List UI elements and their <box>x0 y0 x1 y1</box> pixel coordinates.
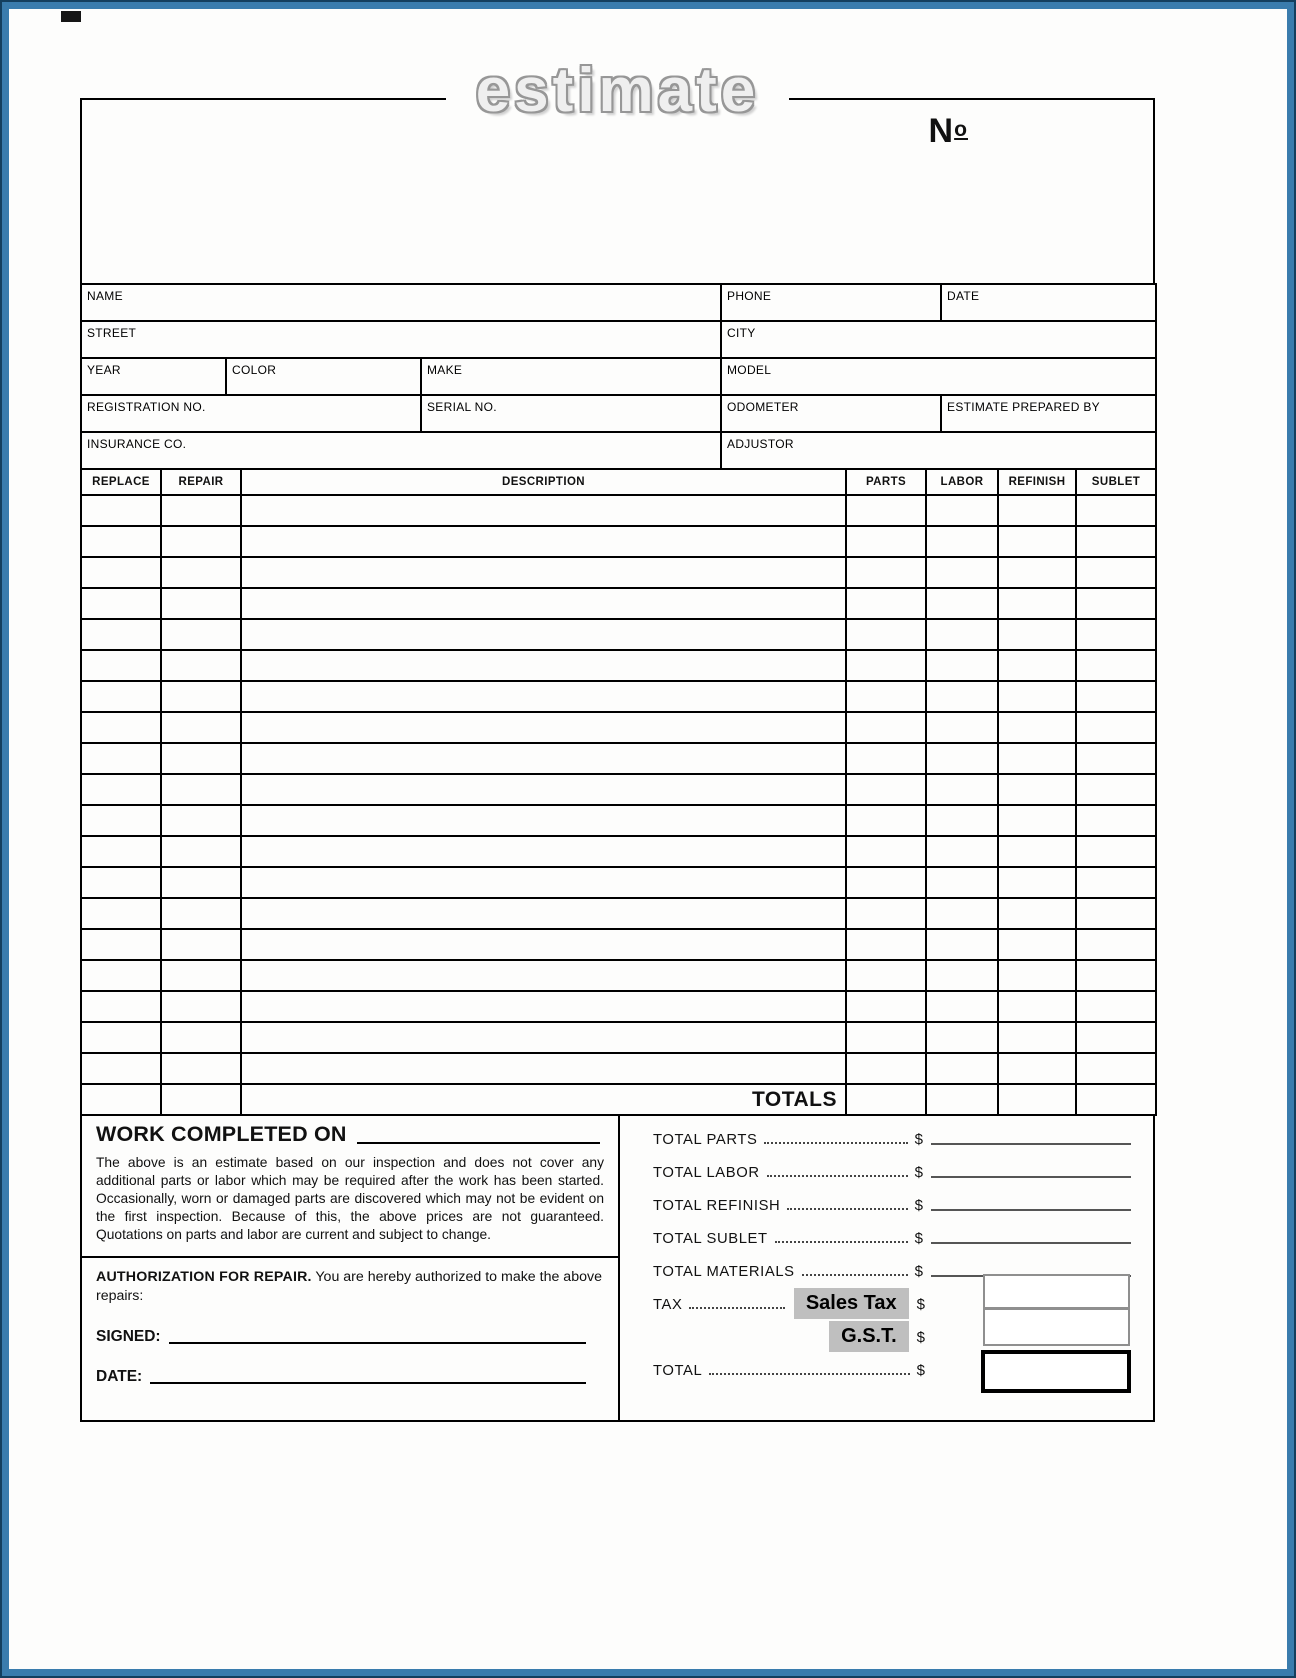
table-row <box>81 557 1156 588</box>
cell-repair[interactable] <box>161 867 241 898</box>
cell-replace[interactable] <box>81 588 161 619</box>
dotted-leader <box>802 1274 908 1276</box>
cell-sublet[interactable] <box>1076 743 1156 774</box>
cell-description[interactable] <box>241 526 846 557</box>
authorization-heading: AUTHORIZATION FOR REPAIR. <box>96 1268 312 1285</box>
table-row <box>81 867 1156 898</box>
signature-line[interactable] <box>169 1342 586 1344</box>
totals-sublet-cell[interactable] <box>1076 1084 1156 1115</box>
cell-sublet[interactable] <box>1076 898 1156 929</box>
field-model[interactable] <box>721 358 1156 395</box>
cell-repair[interactable] <box>161 557 241 588</box>
cell-repair[interactable] <box>161 495 241 526</box>
authorization-text <box>96 1268 604 1306</box>
cell-refinish[interactable] <box>998 681 1076 712</box>
cell-replace[interactable] <box>81 774 161 805</box>
cell-parts[interactable] <box>846 960 926 991</box>
cell-refinish[interactable] <box>998 991 1076 1022</box>
page-frame-inner <box>2 2 1294 1676</box>
cell-labor[interactable] <box>926 960 998 991</box>
cell-replace[interactable] <box>81 960 161 991</box>
totals-row <box>81 1084 1156 1115</box>
cell-parts[interactable] <box>846 1022 926 1053</box>
cell-refinish[interactable] <box>998 1053 1076 1084</box>
total-labor-row <box>653 1153 1131 1186</box>
cell-replace[interactable] <box>81 743 161 774</box>
cell-description[interactable] <box>241 774 846 805</box>
table-row <box>81 681 1156 712</box>
gst-row <box>653 1318 925 1351</box>
table-row <box>81 805 1156 836</box>
field-name[interactable] <box>81 284 721 321</box>
totals-repair-cell <box>161 1084 241 1115</box>
cell-sublet[interactable] <box>1076 557 1156 588</box>
cell-refinish[interactable] <box>998 836 1076 867</box>
cell-sublet[interactable] <box>1076 650 1156 681</box>
cell-refinish[interactable] <box>998 712 1076 743</box>
signed-label: SIGNED: <box>96 1327 161 1345</box>
cell-repair[interactable] <box>161 991 241 1022</box>
cell-replace[interactable] <box>81 681 161 712</box>
field-street[interactable] <box>81 321 721 358</box>
cell-description[interactable] <box>241 929 846 960</box>
field-registration-no[interactable] <box>81 395 421 432</box>
table-row <box>81 526 1156 557</box>
field-model-label: MODEL <box>727 363 772 377</box>
grand-total-row <box>653 1351 925 1384</box>
column-header-sublet: SUBLET <box>1076 469 1156 495</box>
cell-repair[interactable] <box>161 619 241 650</box>
cell-refinish[interactable] <box>998 743 1076 774</box>
cell-sublet[interactable] <box>1076 619 1156 650</box>
cell-parts[interactable] <box>846 836 926 867</box>
cell-description[interactable] <box>241 991 846 1022</box>
work-completed-line[interactable] <box>357 1142 600 1144</box>
field-color-label: COLOR <box>232 363 277 377</box>
total-labor-label: TOTAL LABOR <box>653 1164 760 1181</box>
cell-repair[interactable] <box>161 526 241 557</box>
cell-replace[interactable] <box>81 898 161 929</box>
estimate-table-header-row <box>81 469 1156 495</box>
cell-labor[interactable] <box>926 557 998 588</box>
field-insurance-co-label: INSURANCE CO. <box>87 437 187 451</box>
authorization-body: You are hereby authorized to make the above repairs: <box>96 1268 602 1304</box>
letterhead-box <box>80 56 1155 285</box>
cell-parts[interactable] <box>846 712 926 743</box>
cell-replace[interactable] <box>81 929 161 960</box>
cell-replace[interactable] <box>81 619 161 650</box>
cell-description[interactable] <box>241 898 846 929</box>
field-serial-no-label: SERIAL NO. <box>427 400 497 414</box>
cell-refinish[interactable] <box>998 1022 1076 1053</box>
field-city[interactable] <box>721 321 1156 358</box>
dollar-sign: $ <box>916 1361 925 1379</box>
bottom-section <box>80 1114 1155 1422</box>
table-row <box>81 1053 1156 1084</box>
cell-sublet[interactable] <box>1076 495 1156 526</box>
dollar-sign: $ <box>914 1196 923 1214</box>
total-materials-label: TOTAL MATERIALS <box>653 1263 795 1280</box>
cell-labor[interactable] <box>926 526 998 557</box>
cell-replace[interactable] <box>81 557 161 588</box>
cell-refinish[interactable] <box>998 495 1076 526</box>
column-header-replace: REPLACE <box>81 469 161 495</box>
totals-panel <box>620 1114 1153 1420</box>
cell-sublet[interactable] <box>1076 774 1156 805</box>
cell-refinish[interactable] <box>998 526 1076 557</box>
dollar-sign: $ <box>914 1229 923 1247</box>
cell-parts[interactable] <box>846 929 926 960</box>
cell-labor[interactable] <box>926 681 998 712</box>
cell-description[interactable] <box>241 495 846 526</box>
column-header-labor: LABOR <box>926 469 998 495</box>
cell-sublet[interactable] <box>1076 588 1156 619</box>
cell-description[interactable] <box>241 805 846 836</box>
cell-parts[interactable] <box>846 650 926 681</box>
table-row <box>81 836 1156 867</box>
cell-refinish[interactable] <box>998 774 1076 805</box>
cell-replace[interactable] <box>81 495 161 526</box>
cell-refinish[interactable] <box>998 929 1076 960</box>
cell-description[interactable] <box>241 557 846 588</box>
cell-refinish[interactable] <box>998 588 1076 619</box>
table-row <box>81 619 1156 650</box>
cell-parts[interactable] <box>846 681 926 712</box>
cell-repair[interactable] <box>161 836 241 867</box>
cell-parts[interactable] <box>846 898 926 929</box>
total-refinish-label: TOTAL REFINISH <box>653 1197 781 1214</box>
tax-amount-boxes <box>983 1274 1130 1346</box>
cell-sublet[interactable] <box>1076 836 1156 867</box>
field-registration-no-label: REGISTRATION NO. <box>87 400 206 414</box>
cell-repair[interactable] <box>161 681 241 712</box>
cell-parts[interactable] <box>846 588 926 619</box>
totals-replace-cell <box>81 1084 161 1115</box>
grand-total-label: TOTAL <box>653 1362 703 1379</box>
cell-parts[interactable] <box>846 495 926 526</box>
cell-repair[interactable] <box>161 1022 241 1053</box>
field-color[interactable] <box>226 358 421 395</box>
cell-description[interactable] <box>241 867 846 898</box>
total-refinish-amount-line[interactable] <box>931 1209 1131 1211</box>
field-make-label: MAKE <box>427 363 463 377</box>
table-row <box>81 991 1156 1022</box>
field-serial-no[interactable] <box>421 395 721 432</box>
dollar-sign: $ <box>914 1130 923 1148</box>
table-row <box>81 712 1156 743</box>
cell-labor[interactable] <box>926 495 998 526</box>
cell-labor[interactable] <box>926 991 998 1022</box>
totals-refinish-cell[interactable] <box>998 1084 1076 1115</box>
work-completed-panel <box>82 1114 620 1420</box>
cell-repair[interactable] <box>161 1053 241 1084</box>
cell-sublet[interactable] <box>1076 712 1156 743</box>
field-adjustor[interactable] <box>721 432 1156 469</box>
cell-labor[interactable] <box>926 1053 998 1084</box>
table-row <box>81 898 1156 929</box>
cell-labor[interactable] <box>926 1022 998 1053</box>
cell-repair[interactable] <box>161 929 241 960</box>
cell-sublet[interactable] <box>1076 867 1156 898</box>
field-year-label: YEAR <box>87 363 121 377</box>
cell-parts[interactable] <box>846 1053 926 1084</box>
total-sublet-label: TOTAL SUBLET <box>653 1230 768 1247</box>
total-sublet-amount-line[interactable] <box>931 1242 1131 1244</box>
cell-repair[interactable] <box>161 650 241 681</box>
total-parts-label: TOTAL PARTS <box>653 1131 758 1148</box>
field-odometer[interactable] <box>721 395 941 432</box>
field-phone-label: PHONE <box>727 289 772 303</box>
cell-description[interactable] <box>241 836 846 867</box>
dotted-leader <box>787 1208 907 1210</box>
cell-description[interactable] <box>241 650 846 681</box>
table-row <box>81 495 1156 526</box>
cell-replace[interactable] <box>81 991 161 1022</box>
field-year[interactable] <box>81 358 226 395</box>
cell-parts[interactable] <box>846 743 926 774</box>
dotted-leader <box>764 1142 907 1144</box>
cell-parts[interactable] <box>846 619 926 650</box>
cell-refinish[interactable] <box>998 619 1076 650</box>
dollar-sign: $ <box>916 1328 925 1346</box>
dotted-leader <box>767 1175 908 1177</box>
cell-repair[interactable] <box>161 898 241 929</box>
cell-sublet[interactable] <box>1076 681 1156 712</box>
field-insurance-co[interactable] <box>81 432 721 469</box>
cell-repair[interactable] <box>161 588 241 619</box>
cell-labor[interactable] <box>926 743 998 774</box>
cell-replace[interactable] <box>81 650 161 681</box>
date-line[interactable] <box>150 1382 586 1384</box>
cell-replace[interactable] <box>81 867 161 898</box>
column-header-description: DESCRIPTION <box>241 469 846 495</box>
gst-amount-box[interactable] <box>985 1310 1128 1344</box>
field-street-label: STREET <box>87 326 137 340</box>
cell-description[interactable] <box>241 1053 846 1084</box>
cell-parts[interactable] <box>846 805 926 836</box>
field-date[interactable] <box>941 284 1156 321</box>
cell-parts[interactable] <box>846 991 926 1022</box>
dollar-sign: $ <box>914 1262 923 1280</box>
cell-sublet[interactable] <box>1076 960 1156 991</box>
gst-badge: G.S.T. <box>829 1321 909 1352</box>
sales-tax-amount-box[interactable] <box>985 1276 1128 1310</box>
cell-sublet[interactable] <box>1076 929 1156 960</box>
table-row <box>81 1022 1156 1053</box>
header-fields-table <box>80 283 1157 470</box>
dotted-leader <box>689 1307 784 1309</box>
cell-parts[interactable] <box>846 774 926 805</box>
total-parts-row <box>653 1120 1131 1153</box>
panel-divider <box>82 1256 618 1258</box>
cell-refinish[interactable] <box>998 898 1076 929</box>
field-estimate-prepared-by-label: ESTIMATE PREPARED BY <box>947 400 1100 414</box>
totals-label: TOTALS <box>241 1084 846 1115</box>
cell-sublet[interactable] <box>1076 805 1156 836</box>
cell-parts[interactable] <box>846 557 926 588</box>
cell-replace[interactable] <box>81 1022 161 1053</box>
work-completed-heading: WORK COMPLETED ON <box>96 1122 347 1146</box>
cell-replace[interactable] <box>81 836 161 867</box>
total-amount-box[interactable] <box>981 1350 1131 1393</box>
field-odometer-label: ODOMETER <box>727 400 799 414</box>
table-row <box>81 650 1156 681</box>
cell-labor[interactable] <box>926 619 998 650</box>
cell-sublet[interactable] <box>1076 991 1156 1022</box>
cell-labor[interactable] <box>926 929 998 960</box>
dollar-sign: $ <box>916 1295 925 1313</box>
disclaimer-text: The above is an estimate based on our inspection and does not cover any additional parts or labor which may be required after the work has been started. Occasionally, worn or damaged parts are discovered which may not be evident on the first inspection. Because of this, the above prices are not guaranteed. Quotations on parts and labor are current and subject to change. <box>96 1155 604 1242</box>
total-sublet-row <box>653 1219 1131 1252</box>
cell-labor[interactable] <box>926 836 998 867</box>
column-header-parts: PARTS <box>846 469 926 495</box>
cell-refinish[interactable] <box>998 867 1076 898</box>
total-parts-amount-line[interactable] <box>931 1143 1131 1145</box>
cell-labor[interactable] <box>926 712 998 743</box>
field-city-label: CITY <box>727 326 756 340</box>
cell-repair[interactable] <box>161 712 241 743</box>
dotted-leader <box>709 1373 909 1375</box>
table-row <box>81 929 1156 960</box>
cell-labor[interactable] <box>926 650 998 681</box>
estimate-form <box>80 56 1155 1422</box>
cell-sublet[interactable] <box>1076 526 1156 557</box>
cell-labor[interactable] <box>926 898 998 929</box>
cell-labor[interactable] <box>926 805 998 836</box>
field-adjustor-label: ADJUSTOR <box>727 437 794 451</box>
totals-parts-cell[interactable] <box>846 1084 926 1115</box>
dollar-sign: $ <box>914 1163 923 1181</box>
cell-repair[interactable] <box>161 774 241 805</box>
cell-labor[interactable] <box>926 867 998 898</box>
tax-row <box>653 1285 925 1318</box>
estimate-table <box>80 468 1157 1116</box>
table-row <box>81 743 1156 774</box>
cell-repair[interactable] <box>161 743 241 774</box>
cell-repair[interactable] <box>161 960 241 991</box>
page-title: estimate <box>446 58 790 123</box>
cell-description[interactable] <box>241 619 846 650</box>
field-date-label: DATE <box>947 289 980 303</box>
cell-refinish[interactable] <box>998 650 1076 681</box>
estimate-table-body <box>81 495 1156 1084</box>
cell-description[interactable] <box>241 960 846 991</box>
cell-description[interactable] <box>241 588 846 619</box>
cell-replace[interactable] <box>81 712 161 743</box>
sales-tax-badge: Sales Tax <box>794 1288 909 1319</box>
cell-description[interactable] <box>241 712 846 743</box>
title-wrap <box>82 58 1153 123</box>
totals-labor-cell[interactable] <box>926 1084 998 1115</box>
cell-sublet[interactable] <box>1076 1053 1156 1084</box>
table-row <box>81 588 1156 619</box>
cell-labor[interactable] <box>926 774 998 805</box>
column-header-refinish: REFINISH <box>998 469 1076 495</box>
cell-description[interactable] <box>241 743 846 774</box>
cell-repair[interactable] <box>161 805 241 836</box>
cell-labor[interactable] <box>926 588 998 619</box>
estimate-number-label: No <box>928 112 968 150</box>
field-phone[interactable] <box>721 284 941 321</box>
cell-replace[interactable] <box>81 1053 161 1084</box>
table-row <box>81 774 1156 805</box>
cell-replace[interactable] <box>81 805 161 836</box>
cell-parts[interactable] <box>846 526 926 557</box>
total-labor-amount-line[interactable] <box>931 1176 1131 1178</box>
column-header-repair: REPAIR <box>161 469 241 495</box>
cell-parts[interactable] <box>846 867 926 898</box>
estimate-form-sheet <box>9 9 1287 1669</box>
cell-description[interactable] <box>241 681 846 712</box>
cell-refinish[interactable] <box>998 557 1076 588</box>
cell-description[interactable] <box>241 1022 846 1053</box>
field-name-label: NAME <box>87 289 123 303</box>
tax-label: TAX <box>653 1296 683 1313</box>
total-refinish-row <box>653 1186 1131 1219</box>
field-make[interactable] <box>421 358 721 395</box>
cell-refinish[interactable] <box>998 805 1076 836</box>
cell-sublet[interactable] <box>1076 1022 1156 1053</box>
field-estimate-prepared-by[interactable] <box>941 395 1156 432</box>
table-row <box>81 960 1156 991</box>
dotted-leader <box>775 1241 908 1243</box>
date-label: DATE: <box>96 1367 143 1385</box>
cell-replace[interactable] <box>81 526 161 557</box>
cell-refinish[interactable] <box>998 960 1076 991</box>
